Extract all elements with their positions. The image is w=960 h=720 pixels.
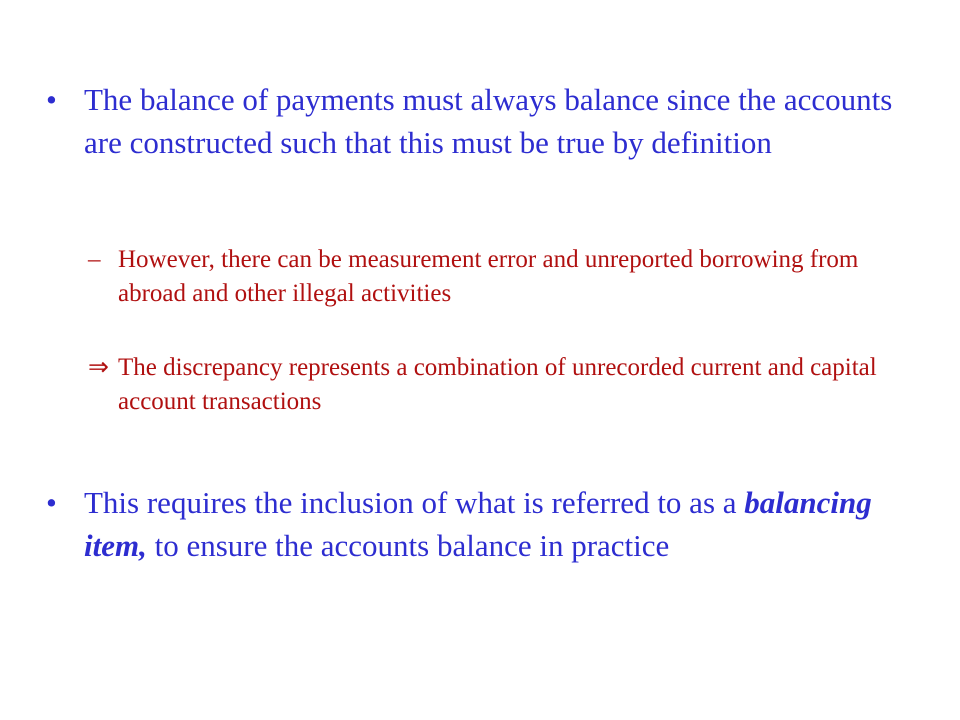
sub-point-1 xyxy=(88,243,888,311)
bullet-text: The balance of payments must always balance since the accounts are constructed such that this must be true by definition xyxy=(84,82,893,160)
implies-arrow-marker: ⇒ xyxy=(88,354,109,381)
bullet-text-end: to ensure the accounts balance in practice xyxy=(146,528,670,563)
sub-point-2 xyxy=(88,351,888,419)
bullet-item-1 xyxy=(46,78,906,164)
bullet-text-start: This requires the inclusion of what is referred to as a xyxy=(84,485,745,520)
sub-point-text: However, there can be measurement error and unreported borrowing from abroad and other illegal activities xyxy=(118,246,859,307)
bullet-marker: • xyxy=(46,485,57,520)
dash-marker: – xyxy=(88,246,101,273)
bullet-item-2 xyxy=(46,481,906,567)
sub-point-text: The discrepancy represents a combination of unrecorded current and capital account transactions xyxy=(118,354,877,415)
bullet-text xyxy=(84,481,906,567)
balancing-item-term: balancing item, xyxy=(84,485,872,563)
bullet-marker: • xyxy=(46,82,57,117)
